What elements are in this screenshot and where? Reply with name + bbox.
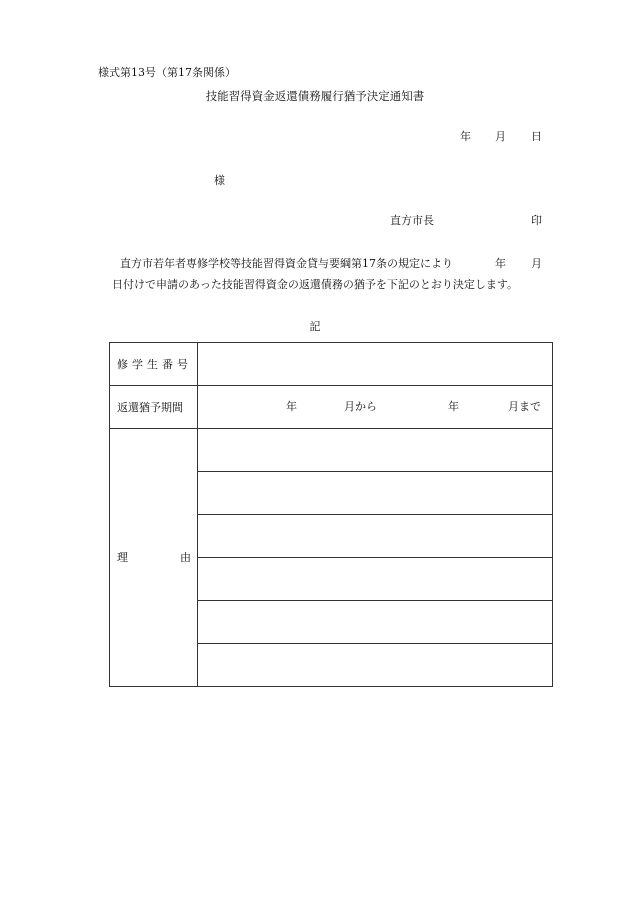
date-month: 月 (495, 130, 506, 143)
form-number: 様式第13号（第17条関係） (98, 66, 236, 79)
decision-table (109, 342, 553, 687)
reason-row (110, 429, 553, 472)
reason-label (110, 429, 198, 687)
period-to-year: 年 (448, 400, 459, 413)
reason-line[interactable] (198, 515, 553, 558)
ki-heading: 記 (309, 320, 321, 333)
period-row (110, 386, 553, 429)
reason-line[interactable] (198, 601, 553, 644)
body-line-1-month: 月 (531, 257, 542, 270)
reason-line[interactable] (198, 472, 553, 515)
reason-line[interactable] (198, 429, 553, 472)
body-line-2: 日付けで申請のあった技能習得資金の返還債務の猶予を下記のとおり決定します。 (112, 278, 519, 291)
reason-line[interactable] (198, 558, 553, 601)
reason-label-left: 理 (117, 551, 128, 564)
student-number-row (110, 343, 553, 386)
period-value[interactable] (198, 386, 553, 429)
issuer-name: 直方市長 (390, 214, 434, 227)
date-year: 年 (460, 130, 471, 143)
student-number-value[interactable] (198, 343, 553, 386)
body-line-1: 直方市若年者専修学校等技能習得資金貸与要綱第17条の規定により (120, 257, 453, 270)
date-day: 日 (531, 130, 542, 143)
reason-line[interactable] (198, 644, 553, 687)
period-to-month: 月まで (508, 400, 541, 413)
period-from-year: 年 (286, 400, 297, 413)
document-title: 技能習得資金返還債務履行猶予決定通知書 (205, 89, 425, 103)
student-number-label: 修学生番号 (110, 343, 198, 386)
seal-mark: 印 (531, 214, 542, 227)
period-from-month: 月から (344, 400, 377, 413)
period-label: 返還猶予期間 (110, 386, 198, 429)
body-line-1-year: 年 (495, 257, 506, 270)
addressee-honorific: 様 (214, 174, 225, 187)
reason-label-right: 由 (180, 551, 191, 564)
